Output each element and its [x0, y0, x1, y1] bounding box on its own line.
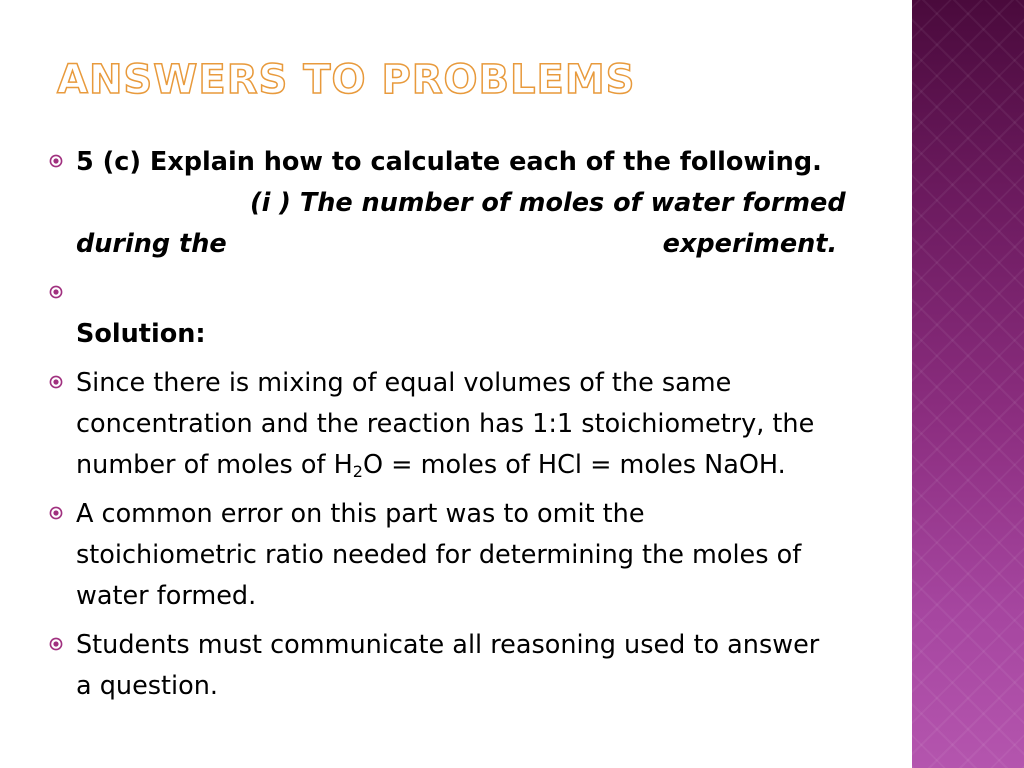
paragraph-line: a question. [76, 671, 219, 701]
question-subpart [76, 183, 946, 224]
paragraph-line: water formed. [76, 581, 257, 611]
subscript-two: 2 [352, 462, 363, 481]
paragraph-line: stoichiometric ratio needed for determining the moles of [76, 540, 802, 570]
circle-bullet-icon [49, 285, 63, 299]
paragraph-line: Students must communicate all reasoning used to answer [76, 630, 820, 660]
slide-title: ANSWERS TO PROBLEMS [57, 57, 636, 103]
question-sub-roman: i [261, 188, 271, 218]
question-text: 5 (c) Explain how to calculate each of the following. [76, 147, 822, 177]
solution-label: Solution: [76, 319, 206, 349]
circle-bullet-icon [49, 506, 63, 520]
circle-bullet-icon [49, 375, 63, 389]
bullet-mixing-explanation [46, 363, 946, 486]
formula-text-start: number of moles of H [76, 450, 353, 480]
circle-bullet-icon [49, 154, 63, 168]
question-sub-line2-start: during the [76, 229, 227, 259]
question-subpart-line2 [76, 224, 946, 265]
question-sub-text: ) The number of moles of water formed [270, 188, 846, 218]
bullet-communicate-reasoning [46, 625, 946, 707]
slide-content [46, 142, 946, 715]
bullet-common-error [46, 494, 946, 617]
question-sub-open: ( [250, 188, 262, 218]
question-sub-line2-end: experiment. [662, 229, 838, 259]
paragraph-line: concentration and the reaction has 1:1 stoichiometry, the [76, 409, 815, 439]
formula-text-end: O = moles of HCl = moles NaOH. [362, 450, 786, 480]
circle-bullet-icon [49, 637, 63, 651]
paragraph-line: A common error on this part was to omit the [76, 499, 645, 529]
paragraph-line: Since there is mixing of equal volumes of the same [76, 368, 732, 398]
bullet-solution [46, 273, 946, 355]
paragraph-line-formula [76, 445, 946, 486]
bullet-question [46, 142, 946, 265]
